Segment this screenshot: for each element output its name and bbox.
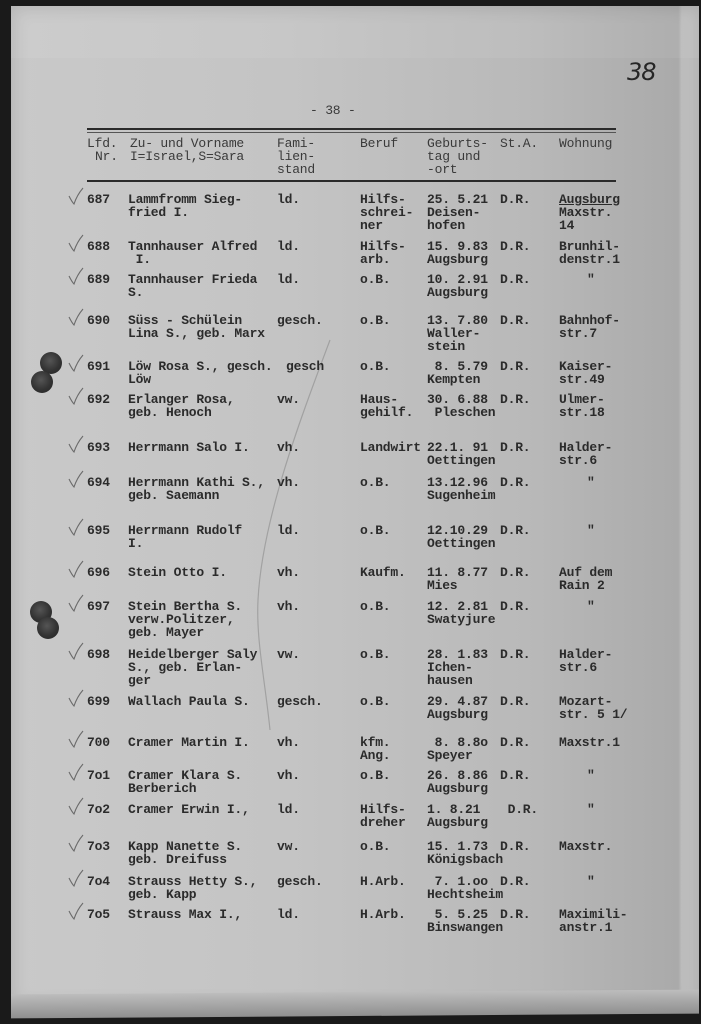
row-wohnung: " — [587, 599, 595, 614]
checkmark-icon — [68, 435, 84, 453]
row-name: Erlanger Rosa, — [128, 392, 235, 407]
row-beruf: Ang. — [360, 748, 391, 763]
row-beruf: o.B. — [360, 523, 391, 538]
row-beruf: o.B. — [360, 475, 391, 490]
checkmark-icon — [68, 518, 84, 536]
column-header-nr: Lfd. — [87, 136, 118, 151]
row-wohnung: Mozart- — [559, 694, 613, 709]
row-name: Herrmann Kathi S., — [128, 475, 265, 490]
column-header-familienstand: stand — [277, 162, 316, 177]
checkmark-icon — [68, 187, 84, 205]
row-wohnung: Ulmer- — [559, 392, 605, 407]
row-staatsangehoerigkeit: D.R. — [500, 239, 531, 254]
row-number: 7o3 — [87, 839, 110, 854]
row-beruf: o.B. — [360, 647, 391, 662]
row-staatsangehoerigkeit: D.R. — [500, 565, 531, 580]
checkmark-icon — [68, 763, 84, 781]
row-wohnung: str.6 — [559, 453, 598, 468]
row-geburt: Oettingen — [427, 453, 496, 468]
row-wohnung: " — [587, 874, 595, 889]
row-beruf: H.Arb. — [360, 874, 406, 889]
row-number: 688 — [87, 239, 110, 254]
row-familienstand: gesch. — [277, 313, 323, 328]
row-geburt: Binswangen — [427, 920, 504, 935]
row-wohnung: 14 — [559, 218, 575, 233]
row-number: 692 — [87, 392, 110, 407]
row-staatsangehoerigkeit: D.R. — [500, 694, 531, 709]
row-familienstand: ld. — [277, 802, 300, 817]
column-header-sta: St.A. — [500, 136, 539, 151]
column-header-beruf: Beruf — [360, 136, 399, 151]
row-beruf: schrei- — [360, 205, 414, 220]
row-geburt: Sugenheim — [427, 488, 496, 503]
page-top-band — [11, 6, 699, 58]
row-geburt: Augsburg — [427, 815, 488, 830]
row-staatsangehoerigkeit: D.R. — [500, 313, 531, 328]
row-geburt: Deisen- — [427, 205, 481, 220]
row-number: 7o4 — [87, 874, 110, 889]
row-geburt: 28. 1.83 — [427, 647, 488, 662]
row-number: 689 — [87, 272, 110, 287]
row-number: 698 — [87, 647, 110, 662]
row-familienstand: ld. — [277, 907, 300, 922]
row-geburt: Speyer — [427, 748, 473, 763]
checkmark-icon — [68, 869, 84, 887]
row-name: Berberich — [128, 781, 197, 796]
row-staatsangehoerigkeit: D.R. — [500, 839, 531, 854]
row-geburt: Augsburg — [427, 781, 488, 796]
row-wohnung: str.18 — [559, 405, 605, 420]
row-beruf: o.B. — [360, 359, 391, 374]
column-header-geburt: Geburts- — [427, 136, 488, 151]
column-header-name: I=Israel,S=Sara — [130, 149, 245, 164]
row-geburt: Augsburg — [427, 252, 488, 267]
row-geburt: 12.10.29 — [427, 523, 488, 538]
row-name: Wallach Paula S. — [128, 694, 250, 709]
row-name: Süss - Schülein — [128, 313, 243, 328]
row-wohnung: str. 5 1/ — [559, 707, 628, 722]
row-beruf: Hilfs- — [360, 239, 406, 254]
row-geburt: Oettingen — [427, 536, 496, 551]
table-top-rule — [87, 128, 616, 130]
row-geburt: Augsburg — [427, 285, 488, 300]
row-familienstand: vh. — [277, 440, 300, 455]
row-wohnung: anstr.1 — [559, 920, 613, 935]
row-wohnung: Maxstr. — [559, 205, 613, 220]
row-wohnung: Kaiser- — [559, 359, 613, 374]
checkmark-icon — [68, 308, 84, 326]
row-familienstand: vh. — [277, 599, 300, 614]
row-beruf: o.B. — [360, 768, 391, 783]
checkmark-icon — [68, 797, 84, 815]
row-geburt: hofen — [427, 218, 466, 233]
row-number: 694 — [87, 475, 110, 490]
row-beruf: o.B. — [360, 694, 391, 709]
row-name: Kapp Nanette S. — [128, 839, 243, 854]
row-number: 690 — [87, 313, 110, 328]
row-wohnung: " — [587, 475, 595, 490]
row-name: Tannhauser Frieda — [128, 272, 258, 287]
checkmark-icon — [68, 560, 84, 578]
row-wohnung: Halder- — [559, 647, 613, 662]
checkmark-icon — [68, 387, 84, 405]
row-name: Stein Bertha S. — [128, 599, 243, 614]
row-number: 7o2 — [87, 802, 110, 817]
column-header-geburt: -ort — [427, 162, 458, 177]
punch-hole — [37, 617, 59, 639]
row-wohnung: Augsburg — [559, 192, 620, 207]
row-name: fried I. — [128, 205, 189, 220]
row-beruf: Landwirt — [360, 440, 421, 455]
checkmark-icon — [68, 642, 84, 660]
row-wohnung: str.49 — [559, 372, 605, 387]
row-familienstand: gesch. — [277, 874, 323, 889]
checkmark-icon — [68, 834, 84, 852]
row-name: Cramer Martin I. — [128, 735, 250, 750]
row-familienstand: vh. — [277, 768, 300, 783]
row-wohnung: Brunhil- — [559, 239, 620, 254]
row-geburt: 10. 2.91 — [427, 272, 488, 287]
checkmark-icon — [68, 689, 84, 707]
row-beruf: o.B. — [360, 272, 391, 287]
row-geburt: 30. 6.88 — [427, 392, 488, 407]
row-wohnung: " — [587, 272, 595, 287]
row-geburt: 13. 7.80 — [427, 313, 488, 328]
row-name: Lammfromm Sieg- — [128, 192, 243, 207]
row-staatsangehoerigkeit: D.R. — [500, 802, 539, 817]
row-wohnung: Rain 2 — [559, 578, 605, 593]
row-beruf: Kaufm. — [360, 565, 406, 580]
row-name: geb. Saemann — [128, 488, 220, 503]
row-number: 697 — [87, 599, 110, 614]
row-name: I. — [128, 536, 144, 551]
row-staatsangehoerigkeit: D.R. — [500, 874, 531, 889]
row-geburt: 22.1. 91 — [427, 440, 488, 455]
row-name: Cramer Erwin I., — [128, 802, 250, 817]
row-staatsangehoerigkeit: D.R. — [500, 907, 531, 922]
row-wohnung: " — [587, 802, 595, 817]
column-header-geburt: tag und — [427, 149, 481, 164]
row-familienstand: gesch. — [277, 694, 323, 709]
row-staatsangehoerigkeit: D.R. — [500, 192, 531, 207]
row-staatsangehoerigkeit: D.R. — [500, 523, 531, 538]
checkmark-icon — [68, 730, 84, 748]
row-number: 693 — [87, 440, 110, 455]
row-familienstand: ld. — [277, 192, 300, 207]
row-geburt: 8. 8.8o — [427, 735, 488, 750]
row-name: Heidelberger Saly — [128, 647, 258, 662]
row-familienstand: ld. — [277, 523, 300, 538]
row-wohnung: Bahnhof- — [559, 313, 620, 328]
row-geburt: 25. 5.21 — [427, 192, 488, 207]
row-beruf: arb. — [360, 252, 391, 267]
row-number: 691 — [87, 359, 110, 374]
row-beruf: Hilfs- — [360, 192, 406, 207]
row-geburt: 15. 1.73 — [427, 839, 488, 854]
row-name: S., geb. Erlan- — [128, 660, 243, 675]
row-name: geb. Henoch — [128, 405, 212, 420]
row-geburt: Swatyjure — [427, 612, 496, 627]
row-beruf: kfm. — [360, 735, 391, 750]
row-name: Löw Rosa S., gesch. — [128, 359, 273, 374]
row-name: geb. Mayer — [128, 625, 205, 640]
row-number: 7o5 — [87, 907, 110, 922]
row-geburt: Waller- — [427, 326, 481, 341]
row-staatsangehoerigkeit: D.R. — [500, 768, 531, 783]
row-geburt: Augsburg — [427, 707, 488, 722]
row-familienstand: ld. — [277, 239, 300, 254]
row-geburt: 15. 9.83 — [427, 239, 488, 254]
row-geburt: 13.12.96 — [427, 475, 488, 490]
row-name: Stein Otto I. — [128, 565, 227, 580]
row-beruf: o.B. — [360, 839, 391, 854]
row-number: 687 — [87, 192, 110, 207]
handwritten-page-number: 38 — [627, 58, 656, 86]
row-geburt: Königsbach — [427, 852, 504, 867]
row-staatsangehoerigkeit: D.R. — [500, 475, 531, 490]
row-geburt: Pleschen — [427, 405, 496, 420]
row-geburt: 1. 8.21 — [427, 802, 481, 817]
row-familienstand: gesch — [286, 359, 325, 374]
row-geburt: 11. 8.77 — [427, 565, 488, 580]
row-wohnung: str.7 — [559, 326, 598, 341]
row-wohnung: Maxstr. — [559, 839, 613, 854]
row-geburt: Mies — [427, 578, 458, 593]
row-wohnung: Maximili- — [559, 907, 628, 922]
row-wohnung: Maxstr.1 — [559, 735, 620, 750]
row-geburt: 12. 2.81 — [427, 599, 488, 614]
row-beruf: H.Arb. — [360, 907, 406, 922]
row-beruf: o.B. — [360, 313, 391, 328]
row-geburt: hausen — [427, 673, 473, 688]
row-name: S. — [128, 285, 144, 300]
row-familienstand: vw. — [277, 392, 300, 407]
row-geburt: 5. 5.25 — [427, 907, 488, 922]
checkmark-icon — [68, 594, 84, 612]
row-geburt: Ichen- — [427, 660, 473, 675]
row-number: 699 — [87, 694, 110, 709]
row-name: I. — [128, 252, 151, 267]
row-number: 696 — [87, 565, 110, 580]
row-beruf: Hilfs- — [360, 802, 406, 817]
row-staatsangehoerigkeit: D.R. — [500, 599, 531, 614]
checkmark-icon — [68, 267, 84, 285]
row-staatsangehoerigkeit: D.R. — [500, 440, 531, 455]
punch-hole — [31, 371, 53, 393]
row-name: Herrmann Rudolf — [128, 523, 243, 538]
row-name: geb. Dreifuss — [128, 852, 227, 867]
row-familienstand: vh. — [277, 565, 300, 580]
row-staatsangehoerigkeit: D.R. — [500, 735, 531, 750]
row-number: 7o1 — [87, 768, 110, 783]
row-geburt: Hechtsheim — [427, 887, 504, 902]
table-header-rule — [87, 180, 616, 182]
row-familienstand: vw. — [277, 839, 300, 854]
page-header: - 38 - — [310, 103, 356, 118]
row-number: 700 — [87, 735, 110, 750]
row-geburt: stein — [427, 339, 466, 354]
row-name: Löw — [128, 372, 151, 387]
row-wohnung: Auf dem — [559, 565, 613, 580]
row-beruf: dreher — [360, 815, 406, 830]
row-geburt: Kempten — [427, 372, 481, 387]
table-top-rule-2 — [87, 132, 616, 133]
row-staatsangehoerigkeit: D.R. — [500, 272, 531, 287]
row-name: geb. Kapp — [128, 887, 197, 902]
row-beruf: o.B. — [360, 599, 391, 614]
row-number: 695 — [87, 523, 110, 538]
row-wohnung: " — [587, 523, 595, 538]
row-beruf: ner — [360, 218, 383, 233]
row-geburt: 26. 8.86 — [427, 768, 488, 783]
row-name: ger — [128, 673, 151, 688]
row-name: Strauss Max I., — [128, 907, 243, 922]
checkmark-icon — [68, 234, 84, 252]
row-name: Strauss Hetty S., — [128, 874, 258, 889]
checkmark-icon — [68, 354, 84, 372]
row-staatsangehoerigkeit: D.R. — [500, 392, 531, 407]
row-name: Tannhauser Alfred — [128, 239, 258, 254]
row-geburt: 7. 1.oo — [427, 874, 488, 889]
column-header-wohnung: Wohnung — [559, 136, 613, 151]
row-wohnung: str.6 — [559, 660, 598, 675]
row-familienstand: ld. — [277, 272, 300, 287]
row-beruf: Haus- — [360, 392, 399, 407]
row-staatsangehoerigkeit: D.R. — [500, 647, 531, 662]
row-wohnung: denstr.1 — [559, 252, 620, 267]
column-header-name: Zu- und Vorname — [130, 136, 245, 151]
row-name: verw.Politzer, — [128, 612, 235, 627]
row-geburt: 8. 5.79 — [427, 359, 488, 374]
row-wohnung: " — [587, 768, 595, 783]
column-header-nr: Nr. — [95, 149, 118, 164]
row-name: Herrmann Salo I. — [128, 440, 250, 455]
row-familienstand: vw. — [277, 647, 300, 662]
checkmark-icon — [68, 470, 84, 488]
column-header-familienstand: lien- — [277, 149, 316, 164]
row-name: Lina S., geb. Marx — [128, 326, 265, 341]
row-beruf: gehilf. — [360, 405, 414, 420]
row-name: Cramer Klara S. — [128, 768, 243, 783]
row-staatsangehoerigkeit: D.R. — [500, 359, 531, 374]
checkmark-icon — [68, 902, 84, 920]
row-familienstand: vh. — [277, 735, 300, 750]
column-header-familienstand: Fami- — [277, 136, 316, 151]
row-familienstand: vh. — [277, 475, 300, 490]
row-geburt: 29. 4.87 — [427, 694, 488, 709]
row-wohnung: Halder- — [559, 440, 613, 455]
